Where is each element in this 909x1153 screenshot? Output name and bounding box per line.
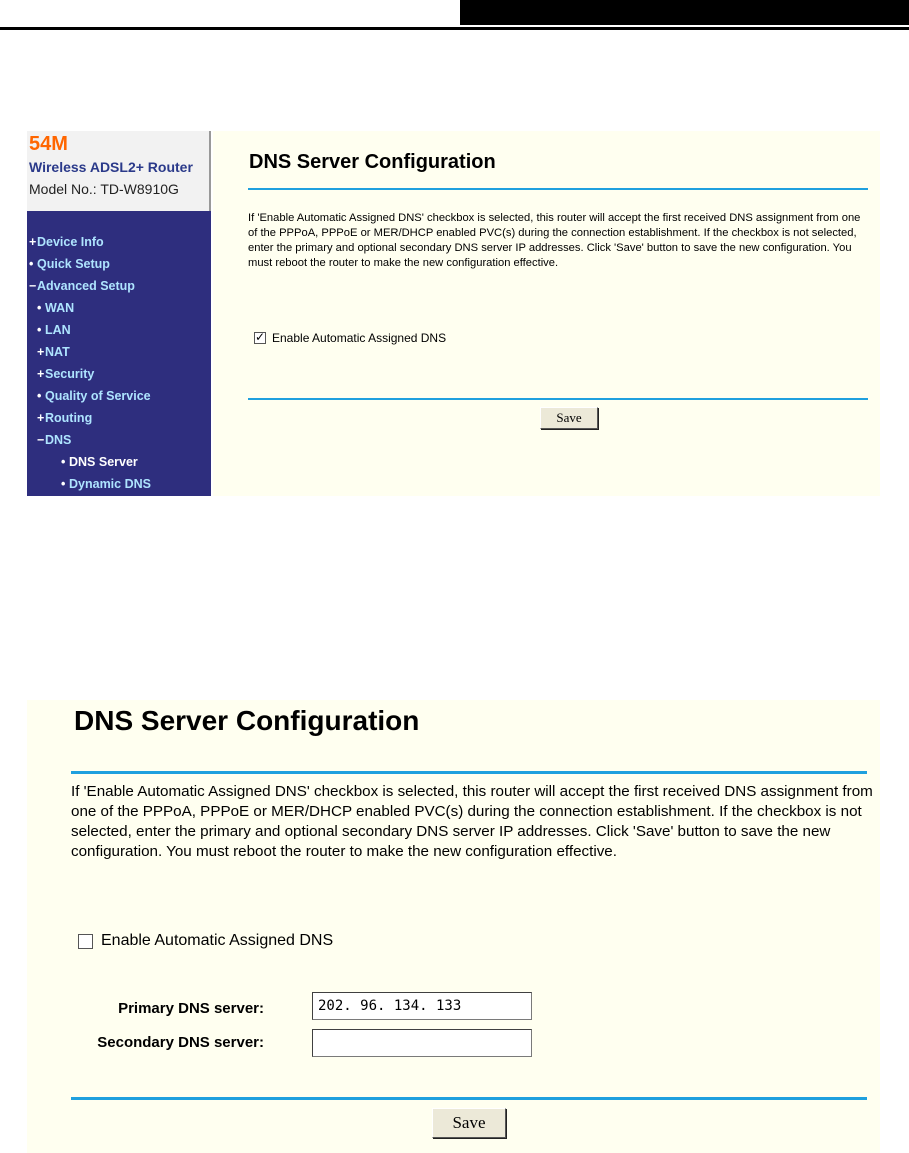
sidebar-item-wan[interactable] bbox=[37, 301, 74, 315]
secondary-dns-label: Secondary DNS server: bbox=[97, 1034, 264, 1051]
brand-panel bbox=[27, 131, 211, 211]
sidebar-item-label: NAT bbox=[45, 345, 70, 359]
divider bbox=[71, 771, 867, 774]
sidebar-item-label: Advanced Setup bbox=[37, 279, 135, 293]
sidebar-item-dns[interactable] bbox=[37, 433, 71, 447]
nav-marker: − bbox=[29, 279, 37, 293]
sidebar-item-label: Quality of Service bbox=[45, 389, 151, 403]
sidebar-item-quick-setup[interactable] bbox=[29, 257, 110, 271]
divider bbox=[248, 398, 868, 400]
document-header-bar bbox=[460, 0, 909, 25]
sidebar-item-label: Device Info bbox=[37, 235, 104, 249]
nav-marker: • bbox=[37, 301, 42, 315]
page-title: DNS Server Configuration bbox=[249, 151, 496, 173]
nav-marker: • bbox=[29, 257, 34, 271]
brand-model: Model No.: TD-W8910G bbox=[29, 181, 179, 197]
auto-dns-checkbox-row bbox=[78, 932, 333, 950]
router-screenshot-with-sidebar bbox=[27, 131, 880, 496]
sidebar-item-label: DNS bbox=[45, 433, 72, 447]
checkmark-icon: ✓ bbox=[255, 330, 266, 344]
auto-dns-checkbox[interactable] bbox=[254, 332, 266, 344]
sidebar-item-routing[interactable] bbox=[37, 411, 92, 425]
sidebar-item-label: Dynamic DNS bbox=[69, 477, 151, 491]
sidebar-item-label: Quick Setup bbox=[37, 257, 110, 271]
main-content bbox=[213, 131, 880, 496]
nav-marker: + bbox=[37, 411, 45, 425]
auto-dns-checkbox[interactable] bbox=[78, 934, 93, 949]
page-description: If 'Enable Automatic Assigned DNS' checkbox is selected, this router will accept the first received DNS assignment from one of the PPPoA, PPPoE or MER/DHCP enabled PVC(s) during the connection establishment. If the checkbox is not selected, enter the primary and optional secondary DNS server IP addresses. Click 'Save' button to save the new configuration. You must reboot the router to make the new configuration effective. bbox=[71, 783, 873, 860]
auto-dns-checkbox-label: Enable Automatic Assigned DNS bbox=[101, 932, 334, 949]
save-button[interactable]: Save bbox=[540, 407, 598, 429]
primary-dns-label: Primary DNS server: bbox=[118, 1000, 264, 1017]
sidebar-item-advanced-setup[interactable] bbox=[29, 279, 135, 293]
sidebar-item-label: DNS Server bbox=[69, 455, 138, 469]
nav-marker: + bbox=[37, 345, 45, 359]
divider bbox=[71, 1097, 867, 1100]
secondary-dns-input[interactable] bbox=[312, 1029, 532, 1057]
sidebar-item-dns-server[interactable] bbox=[61, 455, 138, 469]
nav-marker: • bbox=[37, 323, 42, 337]
sidebar-item-security[interactable] bbox=[37, 367, 94, 381]
sidebar-item-label: Routing bbox=[45, 411, 93, 425]
sidebar-item-label: WAN bbox=[45, 301, 75, 315]
sidebar-item-label: Security bbox=[45, 367, 95, 381]
save-button[interactable]: Save bbox=[432, 1108, 506, 1138]
dns-config-screenshot bbox=[27, 700, 880, 1153]
sidebar-item-device-info[interactable] bbox=[29, 235, 104, 249]
nav-marker: • bbox=[37, 389, 42, 403]
document-header-rule bbox=[0, 27, 909, 30]
nav-marker: + bbox=[37, 367, 45, 381]
nav-marker: • bbox=[61, 455, 66, 469]
page-description: If 'Enable Automatic Assigned DNS' checkbox is selected, this router will accept the first received DNS assignment from one of the PPPoA, PPPoE or MER/DHCP enabled PVC(s) during the connection establishment. If the checkbox is not selected, enter the primary and optional secondary DNS server IP addresses. Click 'Save' button to save the new configuration. You must reboot the router to make the new configuration effective. bbox=[248, 212, 861, 269]
brand-speed: 54M bbox=[29, 133, 68, 155]
sidebar-item-lan[interactable] bbox=[37, 323, 71, 337]
sidebar bbox=[27, 131, 211, 496]
nav-marker: + bbox=[29, 235, 37, 249]
divider bbox=[248, 188, 868, 190]
auto-dns-checkbox-label: Enable Automatic Assigned DNS bbox=[272, 331, 447, 345]
primary-dns-input[interactable] bbox=[312, 992, 532, 1020]
sidebar-item-nat[interactable] bbox=[37, 345, 70, 359]
nav-marker: − bbox=[37, 433, 45, 447]
auto-dns-checkbox-row bbox=[254, 331, 446, 345]
nav-marker: • bbox=[61, 477, 66, 491]
sidebar-item-quality-of-service[interactable] bbox=[37, 389, 151, 403]
brand-product: Wireless ADSL2+ Router bbox=[29, 159, 193, 175]
page-title: DNS Server Configuration bbox=[74, 705, 420, 736]
sidebar-item-dynamic-dns[interactable] bbox=[61, 477, 151, 491]
sidebar-item-label: LAN bbox=[45, 323, 71, 337]
